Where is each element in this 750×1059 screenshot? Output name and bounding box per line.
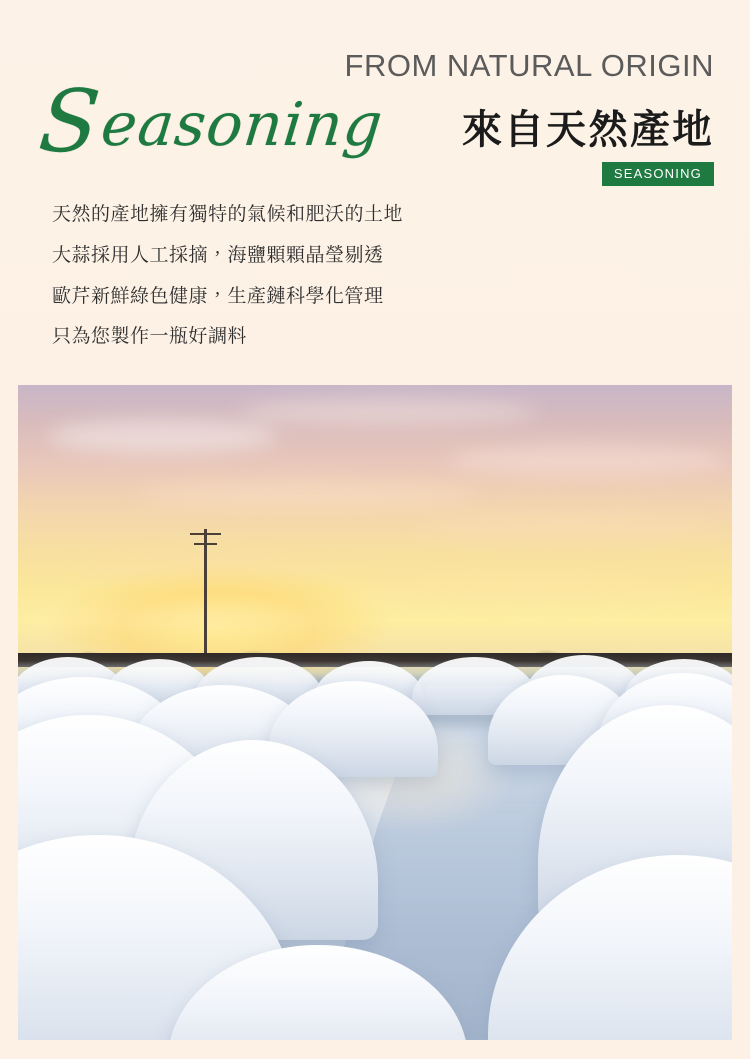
description-copy [52, 203, 712, 366]
cloud-shape [48, 419, 278, 453]
english-title: FROM NATURAL ORIGIN [344, 48, 714, 83]
page-bottom-margin [0, 1040, 750, 1059]
cloud-shape [448, 445, 728, 475]
cloud-shape [348, 581, 708, 601]
script-heading-rest: easoning [97, 90, 387, 160]
copy-line-4: 只為您製作一瓶好調料 [52, 325, 248, 348]
script-heading [34, 72, 387, 172]
chinese-title: 來自天然產地 [462, 107, 714, 153]
cloud-shape [238, 399, 538, 425]
copy-line-2: 大蒜採用人工採摘，海鹽顆顆晶瑩剔透 [52, 243, 384, 266]
salt-field-photo [18, 385, 732, 1040]
cloud-shape [138, 481, 478, 507]
status-badge: SEASONING [602, 162, 714, 186]
header-block [0, 0, 750, 190]
script-heading-capital: S [34, 72, 106, 172]
cloud-shape [78, 555, 338, 577]
copy-line-1: 天然的產地擁有獨特的氣候和肥沃的土地 [52, 203, 404, 225]
copy-line-3: 歐芹新鮮綠色健康，生產鏈科學化管理 [52, 284, 384, 307]
cloud-shape [38, 610, 338, 628]
cloud-shape [418, 515, 718, 539]
